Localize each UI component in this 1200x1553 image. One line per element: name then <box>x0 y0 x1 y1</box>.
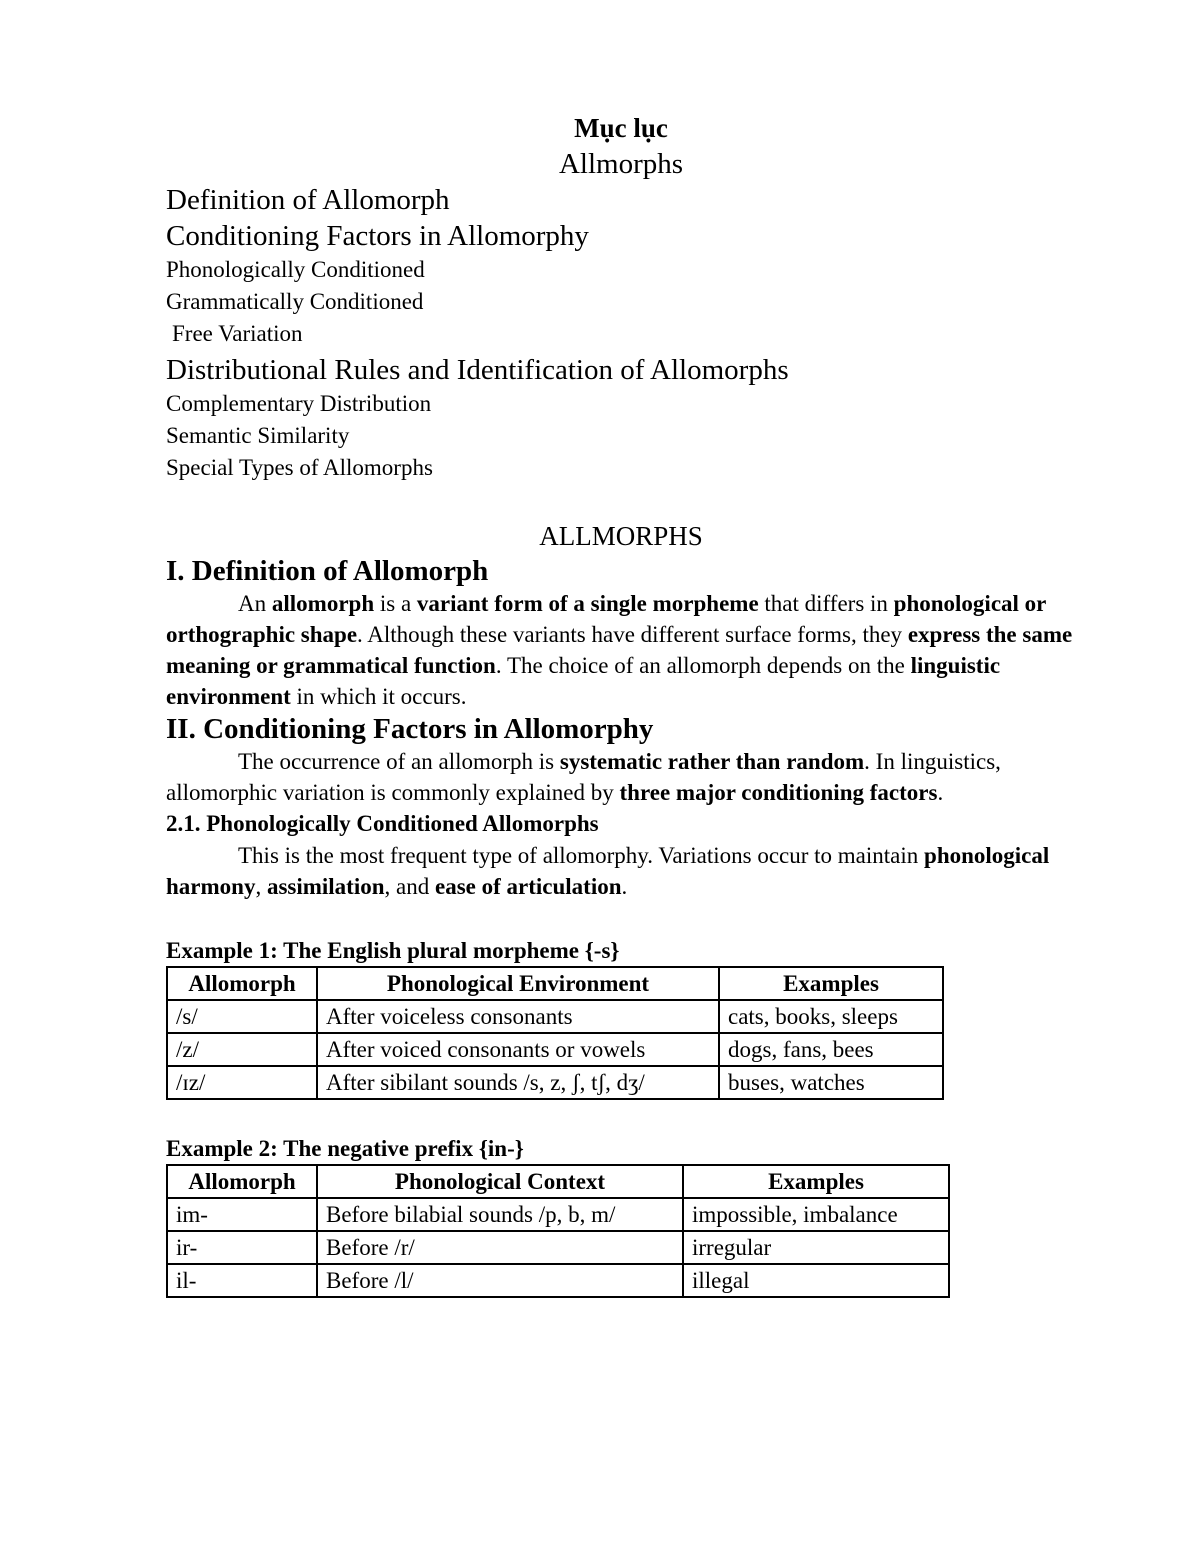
table-header-row <box>167 1165 949 1198</box>
toc-item-phonologically-conditioned[interactable]: Phonologically Conditioned <box>166 257 425 282</box>
section-2-1-heading: 2.1. Phonologically Conditioned Allomorphs <box>166 811 599 836</box>
section-1-paragraph: An allomorph is a variant form of a single morpheme that differs in phonological or orthographic shape. Although these variants have different surface forms, they express the same meaning or grammatical function. The choice of an allomorph depends on the linguistic environment in which it occurs. <box>166 591 1073 709</box>
table-cell: il- <box>167 1264 317 1297</box>
table-cell: /s/ <box>167 1000 317 1033</box>
table-cell: After sibilant sounds /s, z, ʃ, tʃ, dʒ/ <box>317 1066 719 1099</box>
blank-line <box>166 902 1076 936</box>
table-row <box>167 1264 949 1297</box>
table-of-contents <box>166 110 1076 484</box>
table-cell: After voiceless consonants <box>317 1000 719 1033</box>
table-row <box>167 1033 943 1066</box>
table-cell: cats, books, sleeps <box>719 1000 943 1033</box>
toc-item-grammatically-conditioned[interactable]: Grammatically Conditioned <box>166 289 424 314</box>
table-cell: Before /r/ <box>317 1231 683 1264</box>
table-cell: ir- <box>167 1231 317 1264</box>
table-cell: /z/ <box>167 1033 317 1066</box>
toc-item-semantic-similarity[interactable]: Semantic Similarity <box>166 423 350 448</box>
toc-doc-title: Allmorphs <box>558 148 684 180</box>
toc-item-conditioning-factors[interactable]: Conditioning Factors in Allomorphy <box>166 220 589 252</box>
table-header-cell: Allomorph <box>167 1165 317 1198</box>
example-1-caption: Example 1: The English plural morpheme {-s} <box>166 938 620 963</box>
table-header-cell: Phonological Context <box>317 1165 683 1198</box>
table-row <box>167 1000 943 1033</box>
document-page <box>166 110 1076 1298</box>
toc-heading: Mục lục <box>574 113 668 143</box>
toc-item-complementary-distribution[interactable]: Complementary Distribution <box>166 391 432 416</box>
table-cell: dogs, fans, bees <box>719 1033 943 1066</box>
table-row <box>167 1198 949 1231</box>
section-2-1-paragraph: This is the most frequent type of allomorphy. Variations occur to maintain phonological harmony, assimilation, and ease of articulation. <box>166 843 1050 899</box>
table-header-cell: Phonological Environment <box>317 967 719 1000</box>
example-1-table <box>166 966 944 1100</box>
blank-line <box>166 1100 1076 1134</box>
example-2-table <box>166 1164 950 1298</box>
toc-item-definition[interactable]: Definition of Allomorph <box>166 184 450 216</box>
main-title: ALLMORPHS <box>539 521 703 551</box>
section-1-heading: I. Definition of Allomorph <box>166 555 489 587</box>
toc-item-distributional-rules[interactable]: Distributional Rules and Identification of Allomorphs <box>166 354 789 386</box>
table-cell: impossible, imbalance <box>683 1198 949 1231</box>
table-cell: Before bilabial sounds /p, b, m/ <box>317 1198 683 1231</box>
table-cell: illegal <box>683 1264 949 1297</box>
table-header-cell: Examples <box>719 967 943 1000</box>
table-header-cell: Examples <box>683 1165 949 1198</box>
table-cell: After voiced consonants or vowels <box>317 1033 719 1066</box>
table-cell: irregular <box>683 1231 949 1264</box>
toc-item-special-types[interactable]: Special Types of Allomorphs <box>166 455 433 480</box>
table-row <box>167 1066 943 1099</box>
table-cell: Before /l/ <box>317 1264 683 1297</box>
example-2-caption: Example 2: The negative prefix {in-} <box>166 1136 524 1161</box>
table-cell: buses, watches <box>719 1066 943 1099</box>
table-cell: /ɪz/ <box>167 1066 317 1099</box>
table-header-row <box>167 967 943 1000</box>
section-2-paragraph: The occurrence of an allomorph is systematic rather than random. In linguistics, allomorphic variation is commonly explained by three major conditioning factors. <box>166 749 1001 805</box>
table-row <box>167 1231 949 1264</box>
toc-item-free-variation[interactable]: Free Variation <box>172 321 303 346</box>
table-header-cell: Allomorph <box>167 967 317 1000</box>
table-cell: im- <box>167 1198 317 1231</box>
section-2-heading: II. Conditioning Factors in Allomorphy <box>166 713 654 745</box>
